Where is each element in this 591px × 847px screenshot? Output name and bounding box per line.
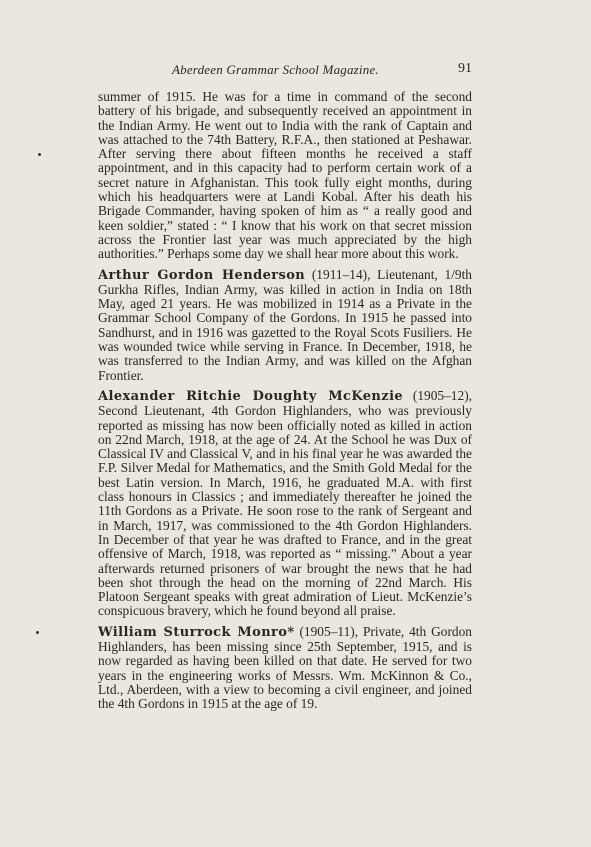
obituary-body: (1905–12), Second Lieutenant, 4th Gordon Highlanders, who was previously reported as missing has now been officially noted as killed in action on 22nd March, 1918, at the age of 24. At the School he was Dux of Classical IV and Classical V, and in his final year he was awarded the F.P. Silver Medal for Mathematics, and the Smith Gold Medal for the best Latin version. In March, 1916, he graduated M.A. with first class honours in Classics ; and immediately thereafter he joined the 11th Gordons as a Private. He soon rose to the rank of Sergeant and in March, 1917, was commissioned to the 4th Gordon Highlanders. In December of that year he was drafted to France, and in the great offensive of March, 1918, was reported as “ missing.” About a year afterwards returned prisoners of war brought the news that he had been shot through the head on the morning of 22nd March. His Platoon Sergeant speaks with great admiration of Lieut. McKenzie’s conspicuous bravery, which he found beyond all praise. [98,387,472,619]
obituary-mckenzie [98,389,472,619]
obituary-monro [98,625,472,712]
obituary-name: William Sturrock Monro* [98,624,295,640]
running-title: Aberdeen Grammar School Magazine. [172,62,379,77]
margin-mark [36,631,39,634]
obituary-name: Alexander Ritchie Doughty McKenzie [98,388,404,404]
page-header [0,60,591,80]
obituary-body: (1905–11), Private, 4th Gordon Highlanders, has been missing since 25th September, 1915, and is now regarded as having been killed on that date. He served for two years in the engineering works of Messrs. Wm. McKinnon & Co., Ltd., Aberdeen, with a view to becoming a civil engineer, and joined the 4th Gordons in 1915 at the age of 19. [98,623,472,712]
body-text [98,90,472,711]
paragraph-body: summer of 1915. He was for a time in command of the second battery of his brigade, and subsequently received an appointment in the Indian Army. He went out to India with the rank of Captain and was attached to the 74th Battery, R.F.A., then stationed at Peshawar. After serving there about fifteen months he received a staff appointment, and in this capacity had to perform certain work of a secret nature in Afghanistan. This took fully eight months, during which his headquarters were at Landi Kobal. After his death his Brigade Commander, having spoken of him as “ a really good and keen soldier,” stated : “ I know that his work on that secret mission across the Frontier last year was much appreciated by the high authorities.” Perhaps some day we shall hear more about this work. [98,89,472,262]
obituary-henderson [98,268,472,383]
obituary-body: (1911–14), Lieutenant, 1/9th Gurkha Rifles, Indian Army, was killed in action in India on 18th May, aged 21 years. He was mobilized in 1914 as a Private in the Grammar School Company of the Gordons. In 1915 he passed into Sandhurst, and in 1916 was gazetted to the Royal Scots Fusiliers. He was wounded twice while serving in France. In December, 1918, he was transferred to the Indian Army, and was killed on the Afghan Frontier. [98,266,473,383]
page-number: 91 [458,61,472,76]
obituary-name: Arthur Gordon Henderson [98,267,306,283]
margin-mark [38,153,41,156]
paragraph-continuation [98,90,472,262]
